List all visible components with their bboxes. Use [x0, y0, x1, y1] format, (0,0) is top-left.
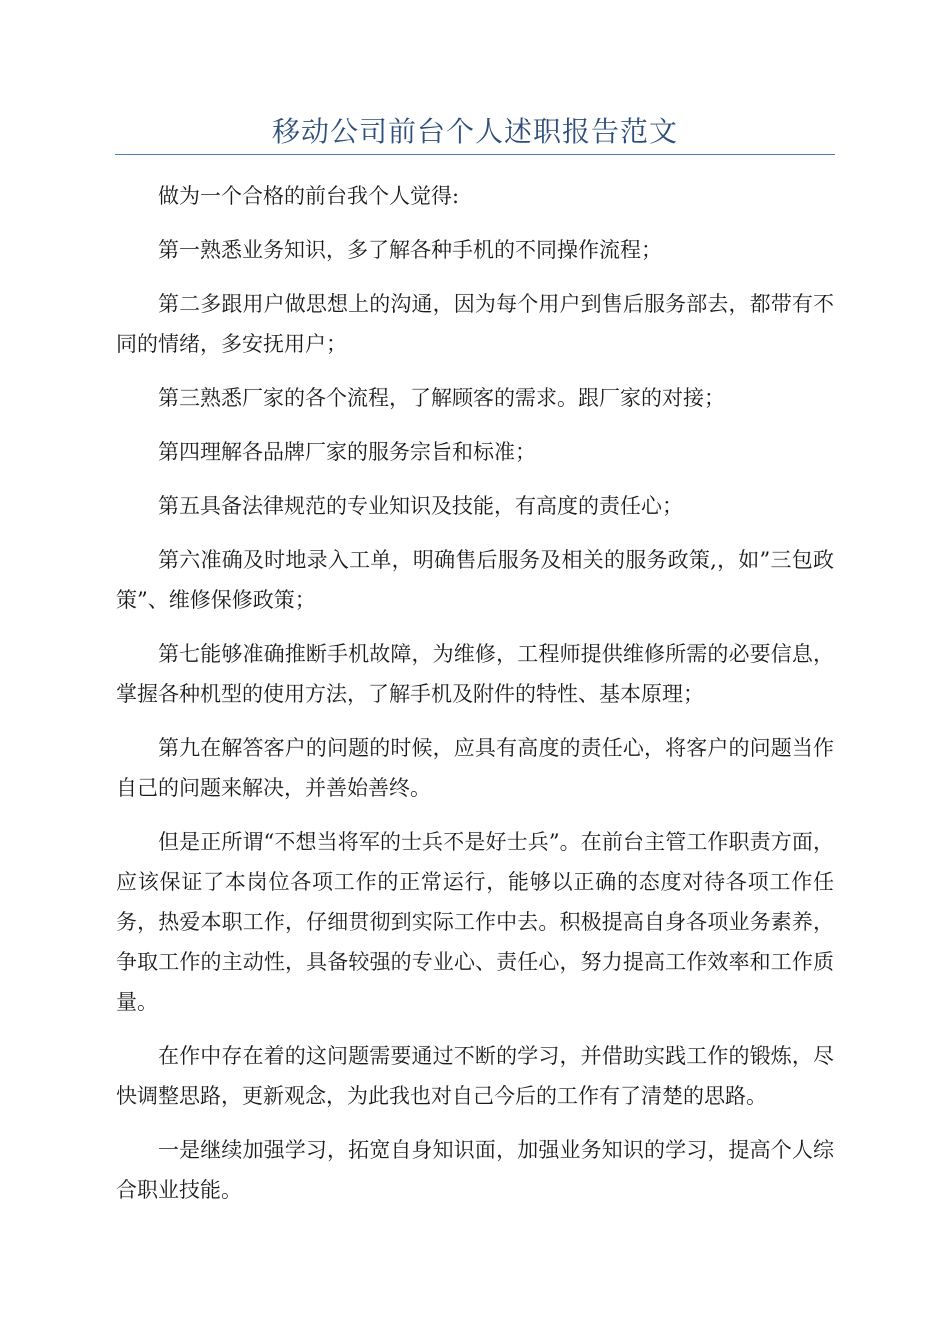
paragraph: 第三熟悉厂家的各个流程，了解顾客的需求。跟厂家的对接； — [158, 386, 725, 410]
paragraph: 第一熟悉业务知识，多了解各种手机的不同操作流程； — [158, 238, 662, 262]
paragraph: 但是正所谓“不想当将军的士兵不是好士兵”。在前台主管工作职责方面，应该保证了本岗位各项工作的正常运行，能够以正确的态度对待各项工作任务，热爱本职工作，仔细贯彻到实际工作中去。积极提高自身各项业务素养，争取工作的主动性，具备较强的专业心、责任心，努力提高工作效率和工作质量。 — [116, 830, 834, 1014]
title-underline — [115, 154, 835, 155]
paragraph: 第四理解各品牌厂家的服务宗旨和标准； — [158, 440, 536, 464]
paragraph: 在作中存在着的这问题需要通过不断的学习，并借助实践工作的锻炼，尽快调整思路，更新观念，为此我也对自己今后的工作有了清楚的思路。 — [116, 1044, 834, 1108]
paragraph: 第七能够准确推断手机故障，为维修，工程师提供维修所需的必要信息，掌握各种机型的使用方法，了解手机及附件的特性、基本原理； — [116, 642, 834, 706]
paragraph: 第六准确及时地录入工单，明确售后服务及相关的服务政策,，如”三包政策”、维修保修政策； — [116, 548, 834, 612]
paragraph: 第五具备法律规范的专业知识及技能，有高度的责任心； — [158, 494, 683, 518]
paragraph: 做为一个合格的前台我个人觉得: — [158, 184, 460, 208]
paragraph: 第九在解答客户的问题的时候，应具有高度的责任心，将客户的问题当作自己的问题来解决，并善始善终。 — [116, 736, 834, 800]
document-body — [116, 176, 834, 1224]
paragraph: 一是继续加强学习，拓宽自身知识面，加强业务知识的学习，提高个人综合职业技能。 — [116, 1138, 834, 1202]
document-title: 移动公司前台个人述职报告范文 — [271, 115, 678, 148]
paragraph: 第二多跟用户做思想上的沟通，因为每个用户到售后服务部去，都带有不同的情绪，多安抚用户； — [116, 292, 834, 356]
